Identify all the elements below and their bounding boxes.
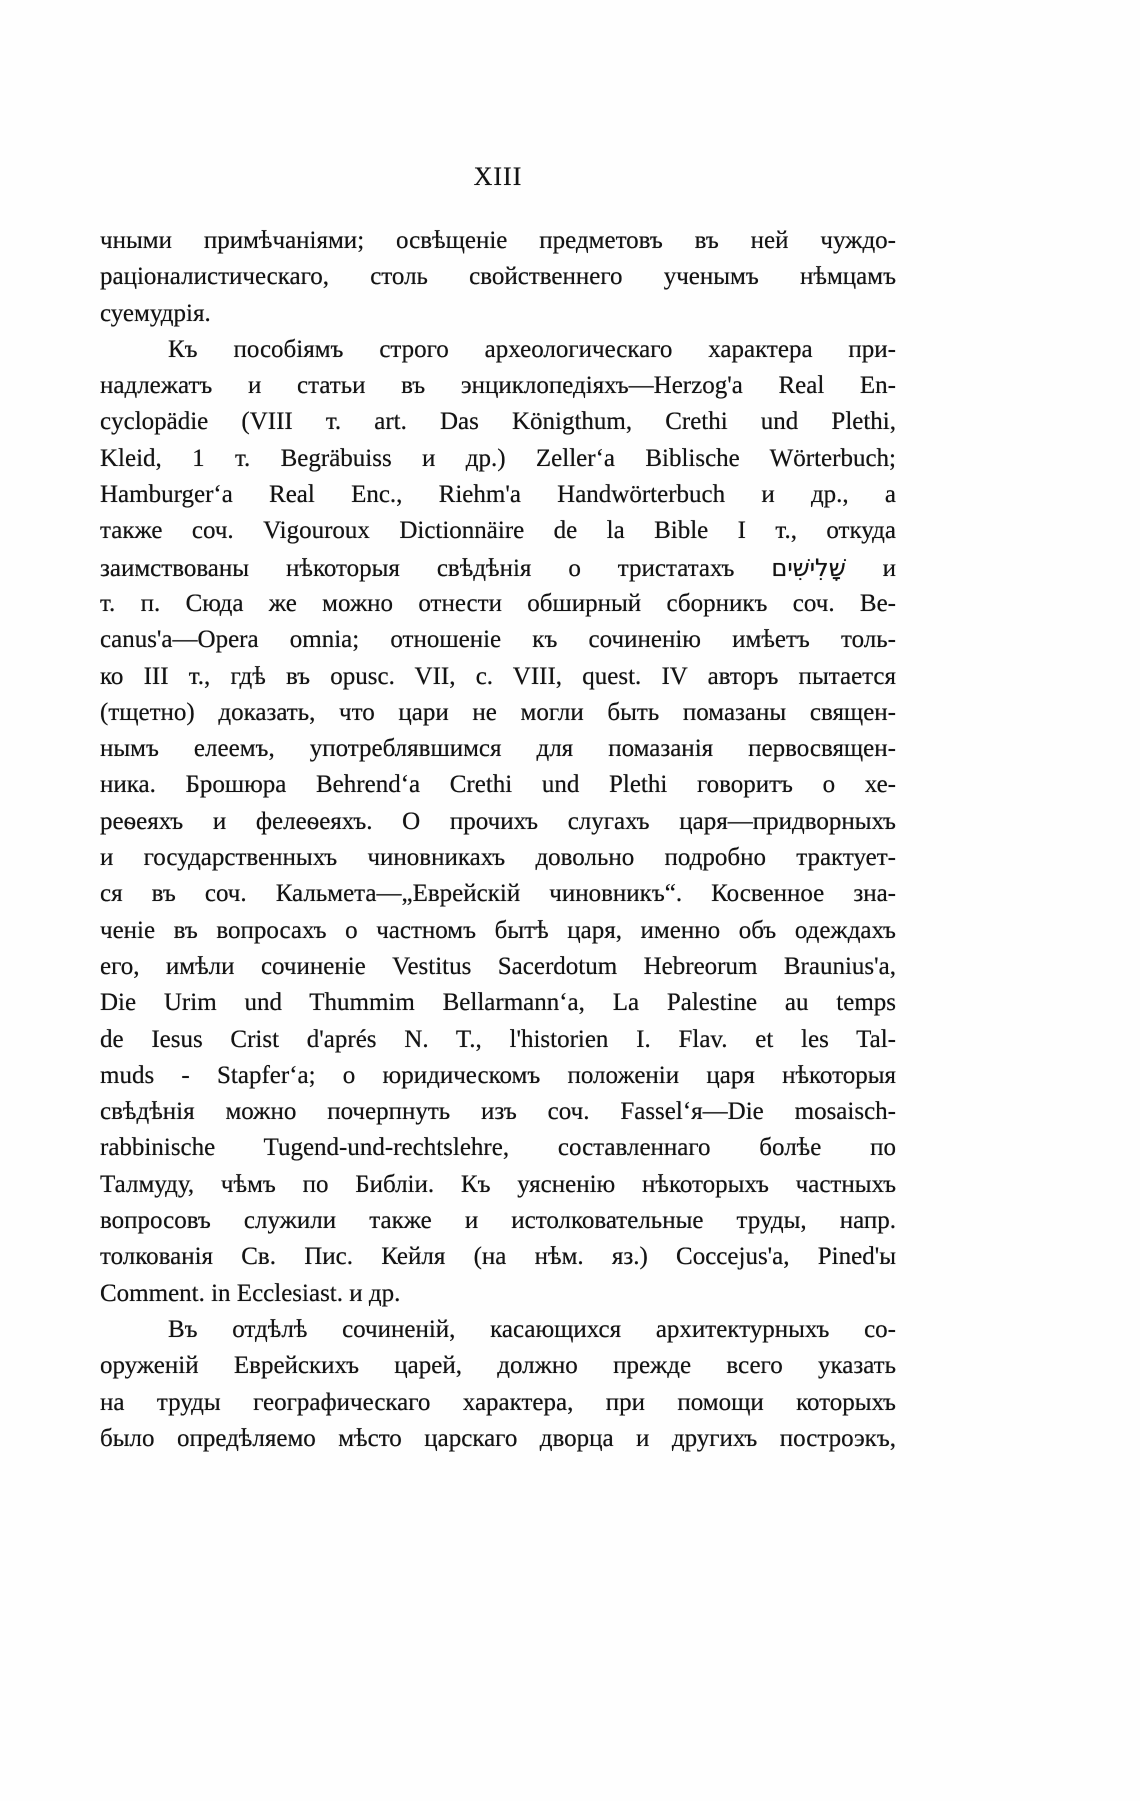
text-line: ся въ соч. Кальмета—„Еврейскій чиновникъ“. Косвенное зна- (100, 880, 896, 908)
text-line: т. п. Сюда же можно отнести обширный сборникъ соч. Be- (100, 589, 896, 617)
text-line: (тщетно) доказать, что цари не могли быть помазаны священ- (100, 698, 896, 726)
text-line: rabbinische Tugend-und-rechtslehre, составленнаго болѣе по (100, 1134, 896, 1162)
text-line: Kleid, 1 т. Begräbuiss и др.) Zeller‘a Biblische Wörterbuch; (100, 444, 896, 472)
text-line: надлежатъ и статьи въ энциклопедіяхъ—Herzog'a Real En- (100, 372, 896, 400)
paragraph-architectural-sources (100, 1312, 896, 1457)
text-line: Къ пособіямъ строго археологическаго характера при- (168, 335, 896, 363)
text-line: толкованія Св. Пис. Кейля (на нѣм. яз.) Coccejus'a, Pined'ы (100, 1243, 896, 1271)
text-line: на труды географическаго характера, при помощи которыхъ (100, 1388, 896, 1416)
text-line: Талмуду, чѣмъ по Библіи. Къ уясненію нѣкоторыхъ частныхъ (100, 1170, 896, 1198)
text-line: Въ отдѣлѣ сочиненій, касающихся архитектурныхъ со- (168, 1315, 896, 1343)
paragraph-continuation (100, 223, 896, 332)
text-block (100, 223, 896, 1457)
text-line: вопросовъ служили также и истолковательные труды, напр. (100, 1207, 896, 1235)
text-line: ника. Брошюра Behrend‘a Crethi und Plethi говоритъ о хе- (100, 771, 896, 799)
text-line: de Iesus Crist d'aprés N. T., l'historien I. Flav. et les Tal- (100, 1025, 896, 1053)
text-line: muds - Stapfer‘a; о юридическомъ положеніи царя нѣкоторыя (100, 1061, 896, 1089)
text-line: ко III т., гдѣ въ opusc. VII, c. VIII, quest. IV авторъ пытается (100, 662, 896, 690)
text-line-part: и (882, 554, 896, 582)
text-line: ченіе въ вопросахъ о частномъ бытѣ царя, именно объ одеждахъ (100, 916, 896, 944)
text-line-part: заимствованы нѣкоторыя свѣдѣнія о тристатахъ (100, 554, 735, 582)
text-line: было опредѣляемо мѣсто царскаго дворца и другихъ построэкъ, (100, 1424, 896, 1452)
text-line: canus'a—Opera omnia; отношеніе къ сочиненію имѣетъ толь- (100, 626, 896, 654)
text-line: оруженій Еврейскихъ царей, должно прежде всего указать (100, 1352, 896, 1380)
text-line: чными примѣчаніями; освѣщеніе предметовъ въ ней чуждо- (100, 227, 896, 254)
text-line: его, имѣли сочиненіе Vestitus Sacerdotum Hebreorum Braunius'a, (100, 952, 896, 980)
hebrew-word: שָׁלִישִׁים (771, 553, 846, 582)
text-line: также соч. Vigouroux Dictionnäire de la Bible I т., откуда (100, 517, 896, 545)
text-line: свѣдѣнія можно почерпнуть изъ соч. Fassel‘я—Die mosaisch- (100, 1098, 896, 1126)
text-line: нымъ елеемъ, употреблявшимся для помазанія первосвящен- (100, 735, 896, 763)
text-line-with-hebrew (100, 550, 896, 586)
text-line: суемудрія. (100, 299, 211, 327)
text-line: cyclopädie (VIII т. art. Das Königthum, Crethi und Plethi, (100, 408, 896, 436)
text-line: Die Urim und Thummim Bellarmann‘a, La Palestine au temps (100, 989, 896, 1017)
text-line: Comment. in Ecclesiast. и др. (100, 1279, 401, 1307)
text-line: реѳеяхъ и фелеѳеяхъ. О прочихъ слугахъ царя—придворныхъ (100, 807, 896, 835)
text-line: и государственныхъ чиновникахъ довольно подробно трактует- (100, 844, 896, 872)
text-line: Hamburger‘a Real Enc., Riehm'a Handwörterbuch и др., а (100, 481, 896, 509)
text-line: раціоналистическаго, столь свойственнего ученымъ нѣмцамъ (100, 263, 896, 291)
page-number: XIII (473, 162, 523, 191)
paragraph-archaeological-sources (100, 332, 896, 1312)
